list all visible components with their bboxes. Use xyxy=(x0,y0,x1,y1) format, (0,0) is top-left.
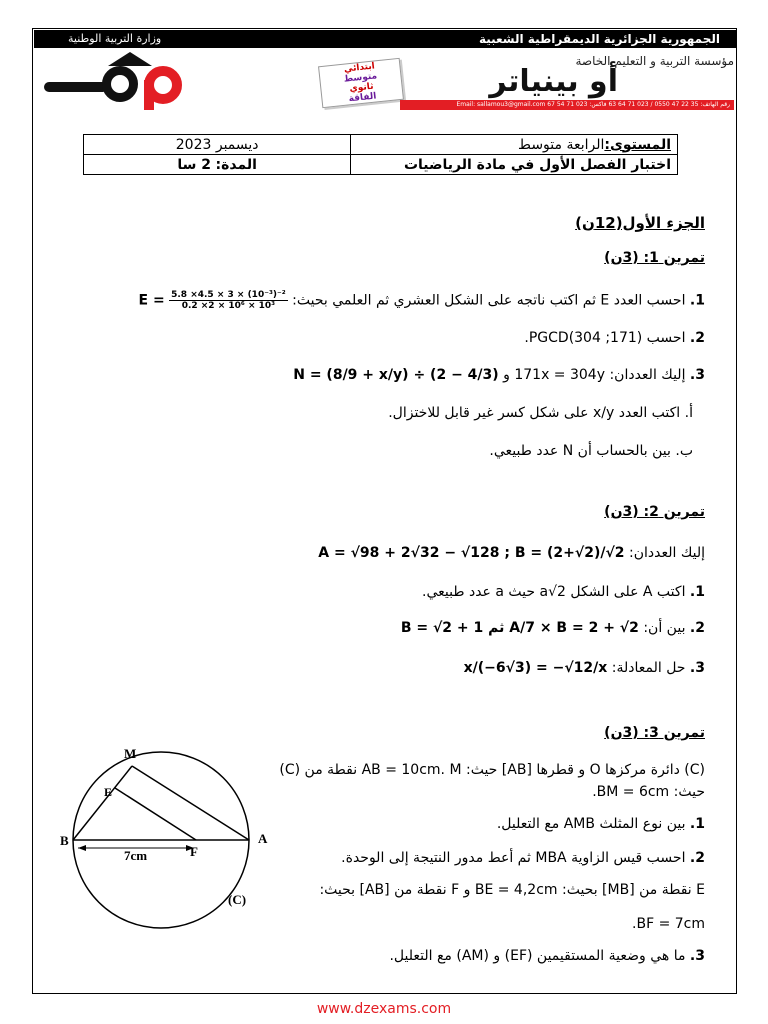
level-value: الرابعة متوسط xyxy=(518,136,605,153)
ex1-title: تمرين 1: (3ن) xyxy=(604,250,705,266)
label-circle-c: (C) xyxy=(228,892,247,907)
segment-am xyxy=(132,766,249,840)
school-logo xyxy=(40,52,190,112)
exam-info-table xyxy=(83,134,678,175)
levels-badge xyxy=(318,58,404,108)
segment-ef xyxy=(115,788,196,840)
ex1-q3-expr: N = (8/9 + x/y) ÷ (2 − 4/3) xyxy=(293,367,499,383)
label-m: M xyxy=(124,746,137,761)
logo-o-shape xyxy=(102,66,138,102)
q-number: 1. xyxy=(689,584,705,600)
label-b: B xyxy=(60,833,69,848)
ex3-line4: BF = 7cm. xyxy=(632,916,705,932)
duration-label: المدة: xyxy=(215,156,257,173)
label-f: F xyxy=(190,844,198,859)
ex1-q1-text: احسب العدد E ثم اكتب ناتجه على الشكل العشري ثم العلمي بحيث: xyxy=(292,292,686,309)
ex1-q1-fraction xyxy=(169,290,288,311)
exam-date: ديسمبر 2023 xyxy=(84,135,351,155)
logo-p-stem xyxy=(144,80,154,110)
q-number: 2. xyxy=(689,850,705,866)
arrow-left-icon xyxy=(78,845,86,851)
ex3-q2 xyxy=(341,850,705,866)
badge-line: ثانوي xyxy=(349,81,374,95)
footer-website[interactable]: www.dzexams.com xyxy=(316,1001,452,1017)
q-number: 1. xyxy=(689,816,705,832)
part1-title: الجزء الأول(12ن) xyxy=(575,214,705,232)
ex1-q1-lhs: E = xyxy=(138,292,165,309)
ex3-q3-text: ما هي وضعية المستقيمين (EF) و (AM) مع التعليل. xyxy=(389,948,686,964)
institution-name: مؤسسة التربية و التعليم الخاصة xyxy=(575,54,734,68)
ex3-title: تمرين 3: (3ن) xyxy=(604,725,705,741)
ex1-q3-text: إليك العددان: 171x = 304y و xyxy=(503,367,686,383)
q-number: 2. xyxy=(689,330,705,346)
ex1-q2 xyxy=(524,330,705,346)
q-number: 3. xyxy=(689,660,705,676)
ex2-q3-expr: x/(−6√3) = −√12/x xyxy=(463,660,608,676)
ex2-intro-line xyxy=(318,545,705,561)
ex3-line1: (C) دائرة مركزها O و قطرها [AB] حيث: AB = 10cm. M نقطة من (C) xyxy=(279,762,705,778)
ex3-q1 xyxy=(497,816,705,832)
q-number: 3. xyxy=(689,367,705,383)
q-number: 3. xyxy=(689,948,705,964)
q-number: 2. xyxy=(689,620,705,636)
ex3-q2-text: احسب قيس الزاوية MBA ثم أعط مدور النتيجة إلى الوحدة. xyxy=(341,850,686,866)
ex2-title: تمرين 2: (3ن) xyxy=(604,504,705,520)
ex2-intro: إليك العددان: xyxy=(628,545,705,561)
label-e: E xyxy=(104,785,113,799)
brand-name: أو بينياتر xyxy=(489,64,618,99)
republic-title: الجمهورية الجزائرية الديمقراطية الشعبية xyxy=(478,32,720,46)
graduation-cap-icon xyxy=(108,52,152,66)
ex2-q2 xyxy=(401,620,705,636)
exam-title: اختبار الفصل الأول في مادة الرياضيات xyxy=(351,155,678,175)
label-bf-length: 7cm xyxy=(124,848,148,863)
ex3-line3: E نقطة من [MB] بحيث: BE = 4,2cm و F نقطة من [AB] بحيث: xyxy=(319,882,705,898)
badge-line: ابتدائي xyxy=(343,61,376,75)
ex1-q3 xyxy=(293,367,705,383)
ex1-q2-text: احسب PGCD(304 ;171). xyxy=(524,330,686,346)
ex2-q3-text: حل المعادلة: xyxy=(611,660,686,676)
header-bar xyxy=(34,30,736,48)
label-a: A xyxy=(258,831,268,846)
ex3-q1-text: بين نوع المثلث AMB مع التعليل. xyxy=(496,816,686,832)
ministry-title: وزارة التربية الوطنية xyxy=(68,32,162,45)
ex1-qb: ب. بين بالحساب أن N عدد طبيعي. xyxy=(489,443,693,459)
q-number: 1. xyxy=(689,292,705,309)
level-label: المستوى: xyxy=(604,136,671,153)
ex2-q1-text: اكتب A على الشكل a√2 حيث a عدد طبيعي. xyxy=(422,584,686,600)
badge-line: الفاقة xyxy=(348,91,377,105)
ex3-line2: حيث: BM = 6cm. xyxy=(592,784,705,800)
fraction-numerator: 5.8 ×4.5 × 3 × (10⁻³)⁻² xyxy=(171,290,286,300)
ex2-q1 xyxy=(422,584,705,600)
ex2-q3 xyxy=(464,660,705,676)
contact-strip: رقم الهاتف: 35 22 47 0550 / 023 71 64 63 فاكس: 023 71 54 67 Email: sallamou3@gmail.com xyxy=(400,100,734,110)
badge-line: متوسط xyxy=(343,71,378,85)
ex1-q1 xyxy=(139,290,706,311)
ex2-q2-expr: B = √2 + 1 ثم A/7 × B = 2 + √2 xyxy=(400,620,639,636)
ex3-q3 xyxy=(389,948,705,964)
fraction-denominator: 0.2 ×2 × 10⁶ × 10³ xyxy=(181,301,276,311)
ex1-qa: أ. اكتب العدد x/y على شكل كسر غير قابل للاختزال. xyxy=(388,405,693,421)
circle-figure xyxy=(60,746,278,922)
logo-swoosh-shape xyxy=(44,82,104,92)
ex2-q2-text: بين أن: xyxy=(643,620,686,636)
ex2-expr: A = √98 + 2√32 − √128 ; B = (2+√2)/√2 xyxy=(318,545,625,561)
duration-value: 2 سا xyxy=(177,156,212,173)
